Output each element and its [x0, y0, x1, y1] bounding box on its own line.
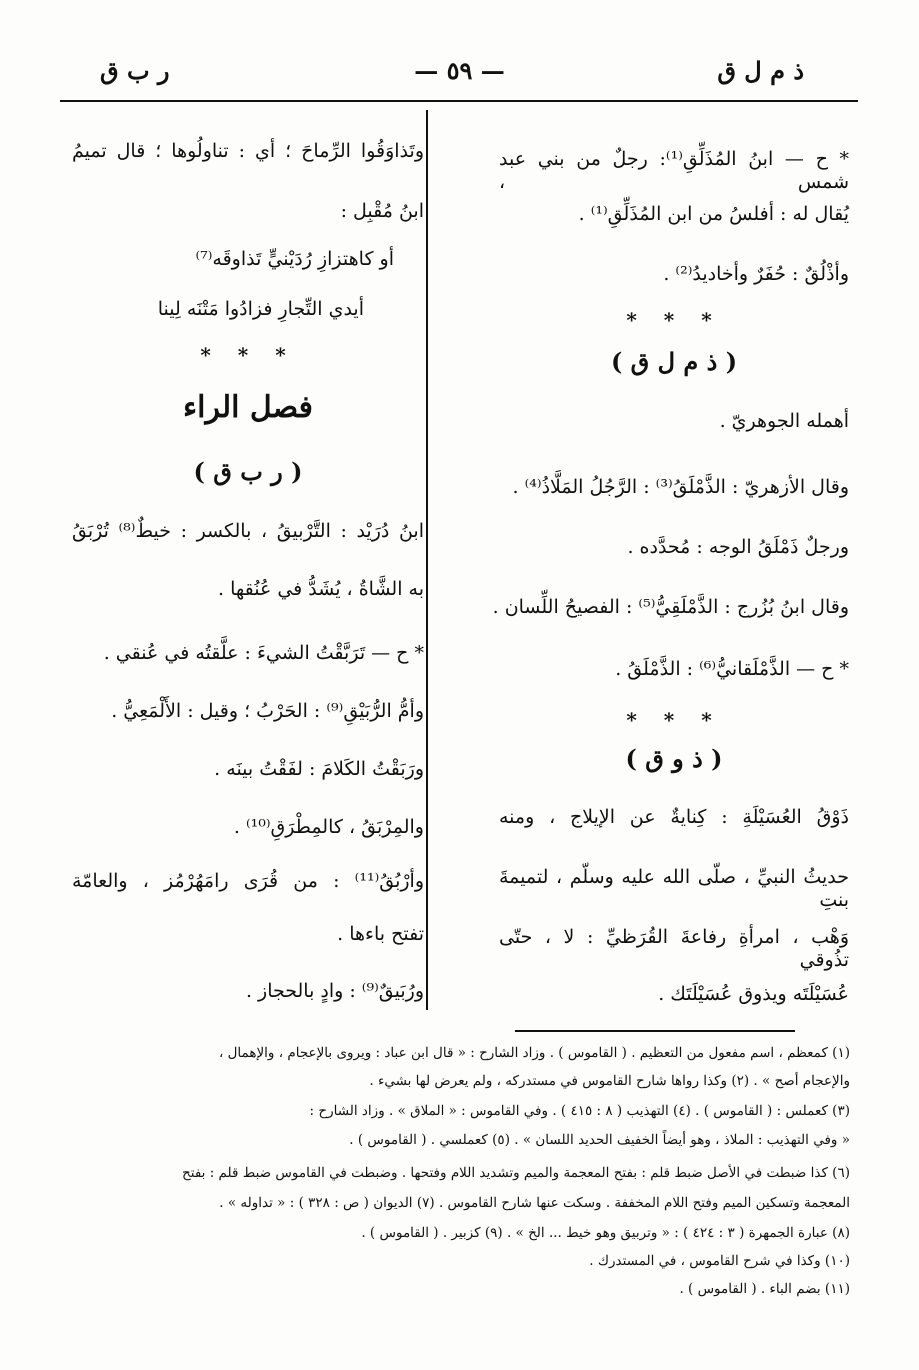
section-separator: * * * [626, 708, 722, 732]
footnote-line: (٦) كذا ضبطت في الأصل ضبط قلم : بفتح المعجمة والميم وتشديد اللام وفتحها . وضبطت في القاموس ضبط قلم : بفتح [182, 1165, 850, 1181]
text-line: أهمله الجوهريّ . [719, 410, 849, 432]
text-line: والمِرْبَقُ ، كالمِطْرَقِ⁽¹⁰⁾ . [233, 816, 424, 838]
text-line: عُسَيْلَتَه ويذوق عُسَيْلَتَك . [658, 983, 849, 1005]
section-separator: * * * [626, 308, 722, 332]
chapter-heading: فصل الراء [183, 390, 313, 425]
footnote-line: « وفي التهذيب : الملاذ ، وهو أيضاً الخفيف الحديد اللسان » . (٥) كعملسي . ( القاموس ) . [349, 1132, 850, 1148]
text-line: حديثُ النبيِّ ، صلّى الله عليه وسلّم ، لتميمةَ بنتِ [499, 866, 849, 911]
text-line: * ح — الذَّمْلَقانيُّ⁽⁶⁾ : الذَّمْلَقُ . [615, 658, 849, 680]
section-heading: ( ذ و ق ) [625, 744, 723, 773]
header-rule [60, 100, 858, 102]
text-line: وقال ابنُ بُزُرج : الذَّمْلَقِيُّ⁽⁵⁾ : الفصيحُ اللِّسان . [492, 596, 849, 618]
footnote-line: (١) كمعظم ، اسم مفعول من التعظيم . ( القاموس ) . وزاد الشارح : « قال ابن عباد : ويروى بالإعجام ، والإهمال ، [218, 1045, 850, 1061]
text-line: * ح — تَرَبَّقْتُ الشيءَ : علَّقتُه في عُنقي . [103, 642, 424, 664]
footnote-line: (٣) كعملس : ( القاموس ) . (٤) التهذيب ( ٨ : ٤١٥ ) . وفي القاموس : « الملاق » . وزاد الشارح : [309, 1103, 850, 1119]
text-line: ابنُ دُرَيْد : التَّرْبيقُ ، بالكسر : خيطٌ⁽⁸⁾ تُرْبَقُ [72, 520, 424, 542]
text-line: ورَبَقْتُ الكَلامَ : لفَقْتُ بينَه . [214, 758, 424, 780]
text-line: تفتح باءها . [337, 923, 424, 945]
text-line: به الشَّاةُ ، يُشَدُّ في عُنُقها . [217, 578, 424, 600]
section-separator: * * * [200, 343, 296, 367]
section-heading: ( ر ب ق ) [193, 457, 303, 486]
text-line: يُقال له : أفلسُ من ابن المُذَلِّقِ⁽¹⁾ . [578, 203, 849, 225]
text-line: وقال الأزهريّ : الذَّمْلَقُ⁽³⁾ : الرَّجُلُ المَلَّاذُ⁽⁴⁾ . [512, 476, 849, 498]
text-line: ورُبَيقٌ⁽⁹⁾ : وادٍ بالحجاز . [245, 980, 424, 1002]
footnote-line: (٨) عبارة الجمهرة ( ٣ : ٤٢٤ ) : « وتربيق وهو خيط ... الخ » . (٩) كزبير . ( القاموس ) . [361, 1225, 850, 1241]
text-line: وأمُّ الرُّبَيْقِ⁽⁹⁾ : الحَرْبُ ؛ وقيل : الأَلْمَعِيُّ . [111, 700, 424, 722]
footnote-line: المعجمة وتسكين الميم وفتح اللام المخففة . وسكت عنها شارح القاموس . (٧) الديوان ( ص : ٣٢٨ ) : « تداوله » . [219, 1195, 850, 1211]
verse-line: أيدي التِّجارِ فزادُوا مَتْنَه لِينا [157, 298, 364, 320]
text-line: ورجلٌ ذَمْلَقُ الوجه : مُحدَّده . [627, 536, 849, 558]
footnote-rule [515, 1030, 795, 1032]
text-line: ابنُ مُقْبِل : [340, 200, 424, 222]
text-line: وَهْب ، امرأةِ رفاعةَ القُرَظيِّ : لا ، حتّى تذُوقي [499, 926, 849, 971]
footnote-line: (١١) بضم الباء . ( القاموس ) . [679, 1281, 850, 1297]
footnote-line: (١٠) وكذا في شرح القاموس ، في المستدرك . [589, 1253, 850, 1269]
verse-line: أو كاهتزازِ رُدَيْنيٍّ تَذاوقَه⁽⁷⁾ [195, 248, 394, 270]
text-line: وتَذاوَقُوا الرِّماحَ ؛ أي : تناولُوها ؛ قال تميمُ [72, 140, 424, 162]
section-heading: ( ذ م ل ق ) [610, 347, 738, 376]
header-root-left: ر ب ق [100, 56, 170, 85]
column-divider [426, 110, 428, 1010]
header-root-right: ذ م ل ق [717, 56, 804, 85]
footnote-line: والإعجام أصح » . (٢) وكذا رواها شارح القاموس في مستدركه ، ولم يعرض لها بشيء . [369, 1073, 850, 1089]
text-line: وأرْبُقُ⁽¹¹⁾ : من قُرَى رامَهُرْمُز ، والعامّة [72, 870, 424, 892]
text-line: * ح — ابنُ المُذَلِّقِ⁽¹⁾: رجلٌ من بني عبد شمس ، [499, 148, 850, 193]
text-line: ذَوْقُ العُسَيْلَةِ : كِنايةٌ عن الإيلاج ، ومنه [499, 806, 849, 828]
page-number: — ٥٩ — [414, 56, 505, 85]
text-line: وأذْلُقٌ : حُفَرٌ وأخاديدُ⁽²⁾ . [663, 263, 849, 285]
